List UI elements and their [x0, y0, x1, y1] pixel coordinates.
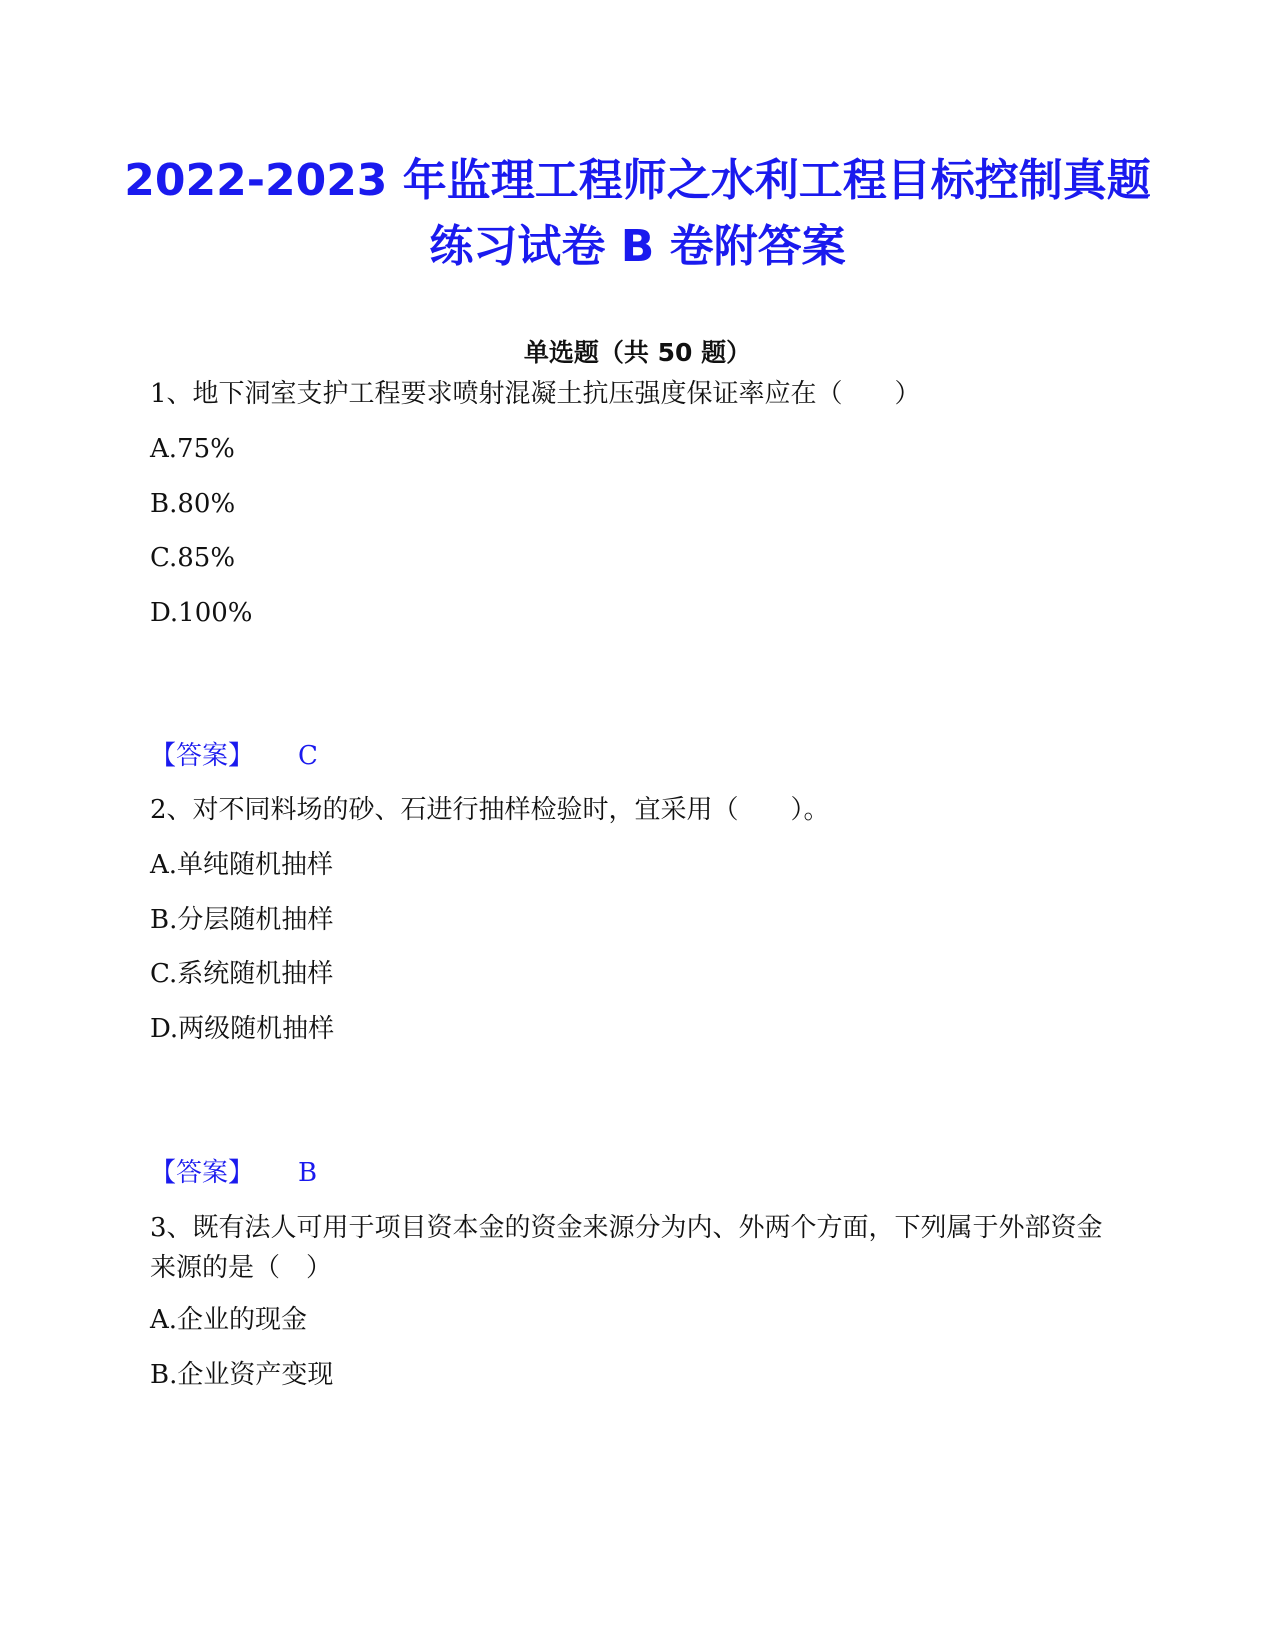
answer-label: 【答案】: [150, 1158, 255, 1188]
option-d: D.100%: [150, 598, 253, 628]
option-c: C.85%: [150, 543, 236, 573]
question-stem: 1、地下洞室支护工程要求喷射混凝土抗压强度保证率应在（ ）: [150, 379, 921, 409]
answer-label: 【答案】: [150, 741, 255, 771]
section-heading: 单选题（共 50 题）: [523, 338, 752, 367]
answer-value: C: [298, 741, 318, 771]
option-d: D.两级随机抽样: [150, 1014, 335, 1044]
question-stem: 3、既有法人可用于项目资本金的资金来源分为内、外两个方面，下列属于外部资金来源的是（ ）: [150, 1213, 1103, 1283]
document-title: 2022-2023 年监理工程师之水利工程目标控制真题练习试卷 B 卷附答案: [124, 155, 1151, 272]
option-a: A.75%: [150, 434, 235, 464]
option-c: C.系统随机抽样: [150, 959, 334, 989]
option-b: B.分层随机抽样: [150, 905, 334, 935]
option-b: B.企业资产变现: [150, 1360, 334, 1390]
option-b: B.80%: [150, 489, 236, 519]
option-a: A.单纯随机抽样: [150, 850, 334, 880]
answer-line: [150, 738, 318, 774]
answer-line: [150, 1155, 317, 1191]
option-a: A.企业的现金: [150, 1305, 308, 1335]
question-stem: 2、对不同料场的砂、石进行抽样检验时，宜采用（ ）。: [150, 795, 830, 825]
answer-value: B: [298, 1158, 318, 1188]
